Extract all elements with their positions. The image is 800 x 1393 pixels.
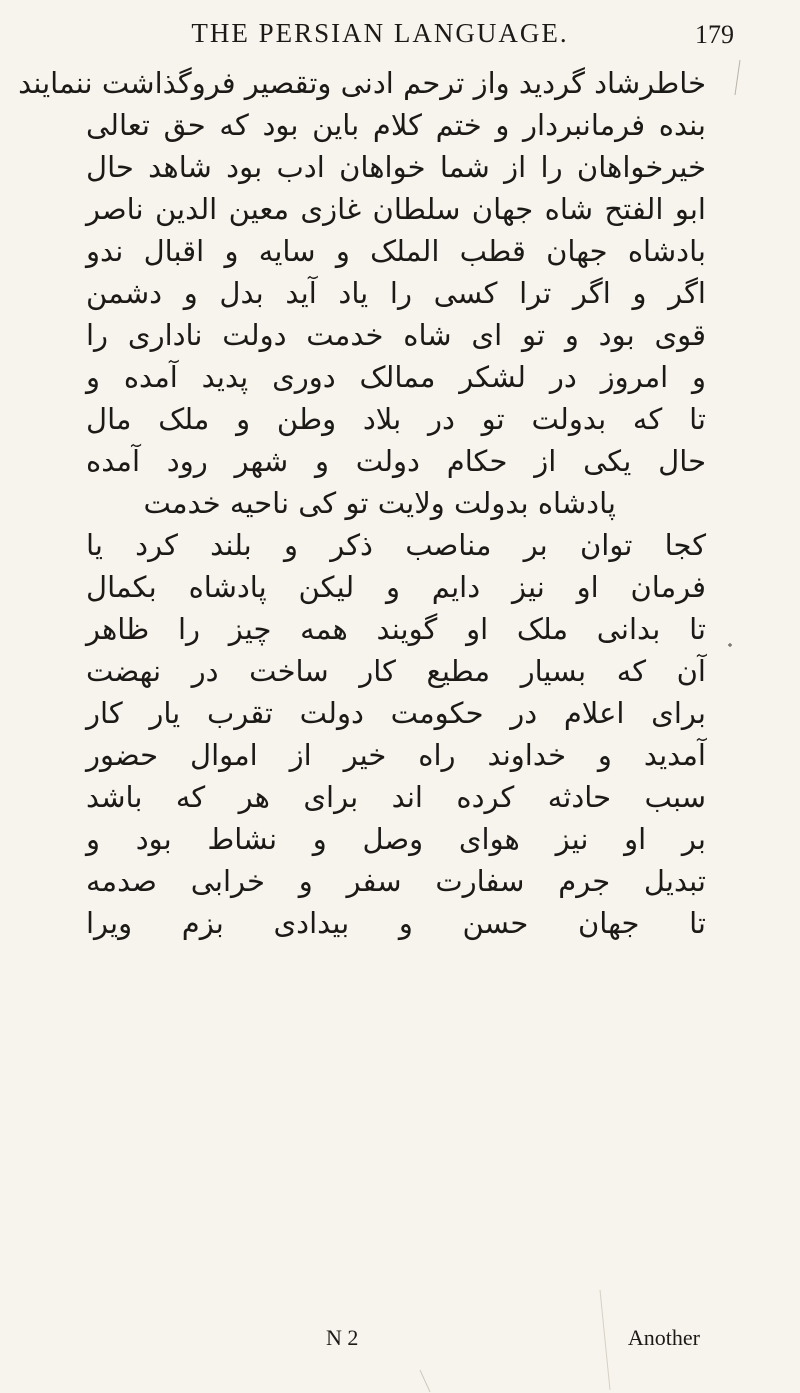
running-head: THE PERSIAN LANGUAGE. — [191, 18, 569, 48]
text-line: بادشاه جهان قطب الملک و سایه و اقبال ندو — [86, 234, 706, 268]
text-line: تبدیل جرم سفارت سفر و خرابی صدمه — [86, 864, 706, 898]
text-line: سبب حادثه کرده اند برای هر که باشد — [86, 780, 706, 814]
text-line: حال یکی از حکام دولت و شهر رود آمده — [86, 444, 706, 478]
text-line: تا که بدولت تو در بلاد وطن و ملک مال — [86, 402, 706, 436]
page-header — [100, 12, 734, 52]
text-line: بر او نیز هوای وصل و نشاط بود و — [86, 822, 706, 856]
text-line: ابو الفتح شاه جهان سلطان غازی معین الدین ناصر — [86, 192, 706, 226]
text-line: آمدید و خداوند راه خیر از اموال حضور — [86, 738, 706, 772]
text-line: خاطرشاد گردید واز ترحم ادنی وتقصیر فروگذاشت ننمایند — [18, 66, 706, 100]
text-line: تا بدانی ملک او گویند همه چیز را ظاهر — [86, 612, 706, 646]
page-number: 179 — [695, 20, 734, 49]
text-line: آن که بسیار مطیع کار ساخت در نهضت — [86, 654, 706, 688]
persian-text-block — [18, 62, 706, 944]
text-line: تا جهان حسن و بیدادی بزم ویرا — [86, 906, 706, 940]
text-line: خیرخواهان را از شما خواهان ادب بود شاهد حال — [86, 150, 706, 184]
page-footer — [86, 1325, 706, 1355]
text-line: پادشاه بدولت ولایت تو کی ناحیه خدمت — [143, 486, 616, 520]
text-line: فرمان او نیز دایم و لیکن پادشاه بکمال — [86, 570, 706, 604]
catchword: Another — [627, 1325, 700, 1350]
text-line: قوی بود و تو ای شاه خدمت دولت ناداری را — [86, 318, 706, 352]
text-line: بنده فرمانبردار و ختم کلام باین بود که حق تعالی — [86, 108, 706, 142]
text-line: برای اعلام در حکومت دولت تقرب یار کار — [86, 696, 706, 730]
text-line: اگر و اگر ترا کسی را یاد آید بدل و دشمن — [86, 276, 706, 310]
signature-mark: N 2 — [326, 1325, 359, 1350]
text-line: کجا توان بر مناصب ذکر و بلند کرد یا — [86, 528, 706, 562]
text-line: و امروز در لشکر ممالک دوری پدید آمده و — [86, 360, 706, 394]
